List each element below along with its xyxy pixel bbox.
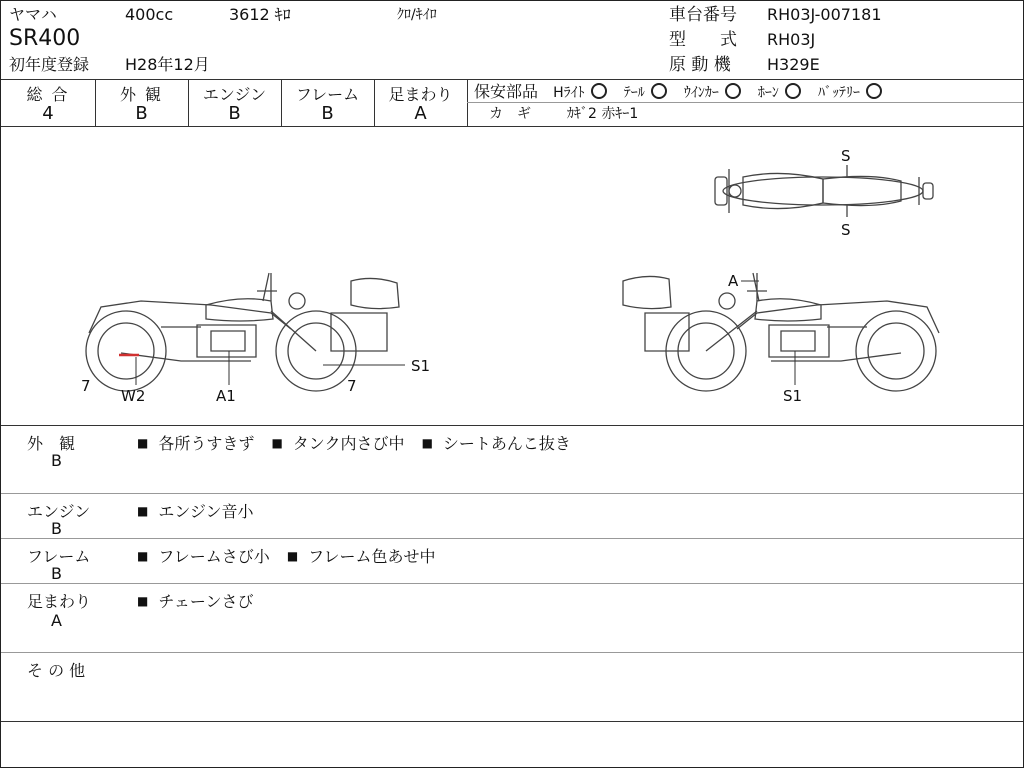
- first-reg-value: H28年12月: [125, 55, 210, 74]
- key-value: ｶｷﾞ2 赤ｷｰ1: [567, 106, 639, 122]
- note-item: チェーンさび: [158, 592, 254, 611]
- bullet-square-icon: ■: [137, 549, 149, 563]
- section-grade: B: [51, 519, 62, 538]
- first-reg-label: 初年度登録: [9, 55, 90, 74]
- safety-item-name: ｳｲﾝｶｰ: [683, 85, 719, 101]
- grade-value: B: [321, 103, 334, 124]
- divider: [1, 721, 1023, 722]
- motorcycle-top-view: [715, 165, 933, 217]
- section-title-suspension: 足まわり: [27, 592, 92, 611]
- section-grade: A: [51, 611, 62, 630]
- frame-no-value: RH03J-007181: [767, 5, 882, 24]
- note-item: フレームさび小: [158, 547, 270, 566]
- damage-code: A: [728, 272, 739, 290]
- section-notes-exterior: [137, 431, 583, 454]
- safety-item-name: ﾊﾞｯﾃﾘｰ: [818, 85, 861, 101]
- safety-parts-label: 保安部品: [474, 82, 539, 101]
- type-value: RH03J: [767, 30, 816, 49]
- grade-value: 4: [42, 103, 54, 124]
- section-grade: B: [51, 451, 62, 470]
- bullet-square-icon: ■: [137, 436, 149, 450]
- section-title-other: そ の 他: [27, 661, 86, 680]
- grade-label: エンジン: [202, 85, 267, 104]
- note-item: タンク内さび中: [292, 434, 405, 453]
- color: ｸﾛ/ｷｲﾛ: [397, 7, 437, 23]
- safety-item-name: ﾎｰﾝ: [757, 85, 779, 101]
- divider: [1, 493, 1023, 494]
- damage-code: S: [841, 221, 851, 239]
- damage-code: A1: [216, 387, 236, 405]
- frame-no-label: 車台番号: [669, 5, 737, 25]
- grade-label: 総 合: [26, 85, 70, 104]
- key-label: カ ギ: [489, 106, 531, 122]
- grade-value: B: [135, 103, 148, 124]
- section-title-exterior: 外 観: [27, 434, 76, 453]
- damage-code: W2: [121, 387, 146, 405]
- grade-label: 外 観: [119, 85, 164, 104]
- damage-code: 7: [81, 377, 91, 395]
- divider: [1, 652, 1023, 653]
- note-item: エンジン音小: [158, 502, 254, 521]
- section-grade: B: [51, 564, 62, 583]
- divider: [1, 583, 1023, 584]
- mileage: 3612 ｷﾛ: [229, 5, 291, 24]
- note-item: 各所うすきず: [158, 434, 255, 453]
- bullet-square-icon: ■: [137, 504, 149, 518]
- type-label: 型 式: [669, 30, 737, 50]
- damage-code: S1: [783, 387, 803, 405]
- grade-value: A: [414, 103, 427, 124]
- safety-item-name: Hﾗｲﾄ: [553, 85, 585, 101]
- section-title-frame: フレーム: [27, 547, 91, 566]
- motorcycle-left-view: [86, 273, 399, 391]
- motorcycle-right-view: [623, 273, 939, 391]
- bullet-square-icon: ■: [421, 436, 433, 450]
- divider: [1, 425, 1023, 426]
- note-item: フレーム色あせ中: [308, 547, 436, 566]
- section-notes-engine: [137, 499, 266, 522]
- bullet-square-icon: ■: [271, 436, 283, 450]
- section-notes-frame: [137, 544, 448, 567]
- safety-item-name: ﾃｰﾙ: [623, 85, 645, 101]
- displacement: 400cc: [125, 5, 174, 24]
- note-item: シートあんこ抜き: [442, 434, 571, 453]
- damage-code: S1: [411, 357, 431, 375]
- grade-value: B: [228, 103, 241, 124]
- engine-model-label: 原 動 機: [669, 55, 731, 75]
- divider: [1, 538, 1023, 539]
- maker-name: ヤマハ: [9, 5, 57, 24]
- bullet-square-icon: ■: [286, 549, 299, 563]
- grade-label: 足まわり: [388, 85, 453, 104]
- bullet-square-icon: ■: [137, 594, 149, 608]
- section-notes-suspension: [137, 589, 266, 612]
- section-title-engine: エンジン: [27, 502, 91, 521]
- damage-code: 7: [347, 377, 357, 395]
- damage-code: S: [841, 147, 851, 165]
- engine-model-value: H329E: [767, 55, 820, 74]
- model-name: SR400: [9, 26, 81, 51]
- grade-label: フレーム: [295, 85, 360, 104]
